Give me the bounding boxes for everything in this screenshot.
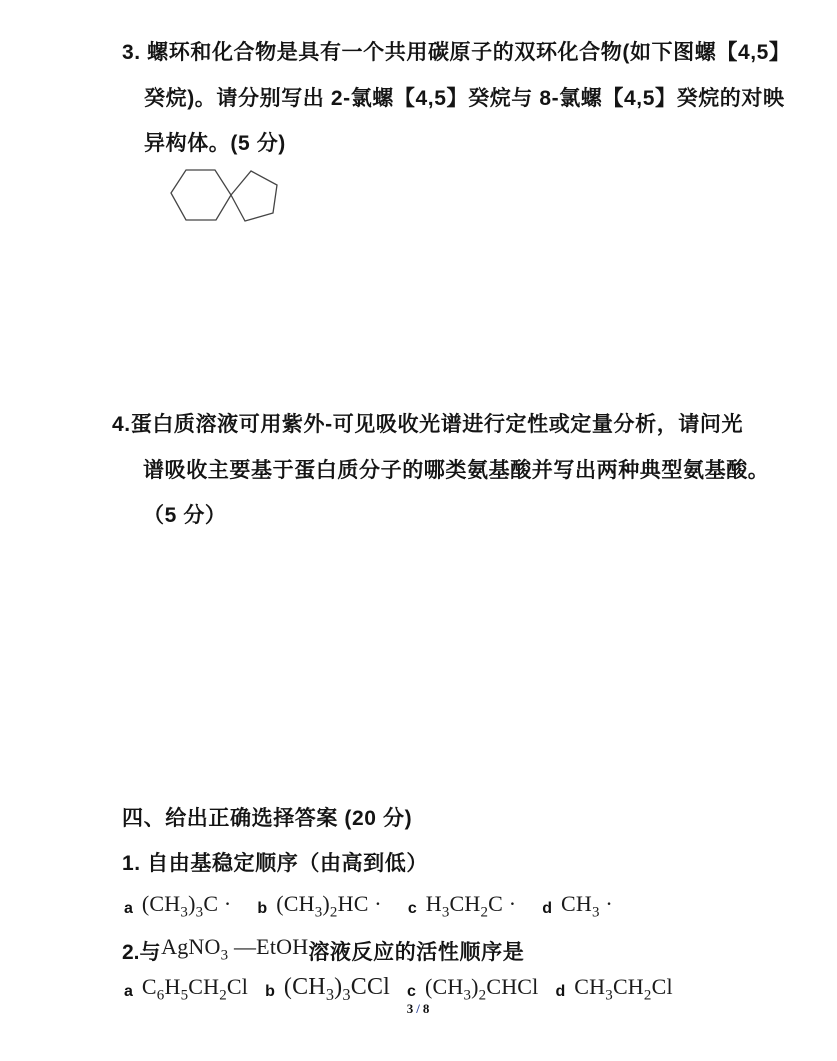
page-number-current: 3 — [406, 1001, 415, 1016]
mc2-option-c-letter: c — [407, 983, 416, 1000]
mc1-option-b — [257, 891, 382, 921]
mc1-option-d-formula: $CH_3$ · — [561, 891, 613, 921]
spiro45decane-structure-icon — [168, 163, 284, 225]
mc2-option-c — [407, 974, 539, 1004]
mc1-option-b-formula: $(CH_3)_2HC$ · — [276, 891, 382, 921]
mc2-number: 2. — [122, 941, 140, 964]
page-number-separator: / — [416, 1001, 421, 1016]
spiro45decane-structure-figure — [168, 163, 284, 225]
mc2-option-a — [124, 974, 249, 1004]
mc-question2-title — [122, 936, 524, 966]
question4-line3: （5 分） — [143, 504, 227, 527]
question3-line3: 异构体。(5 分) — [144, 132, 286, 155]
mc1-option-b-letter: b — [257, 900, 268, 917]
mc2-option-a-letter: a — [124, 983, 133, 1000]
mc-question1-title: 1. 自由基稳定顺序（由高到低） — [122, 852, 428, 875]
mc2-reagent-formula: AgNO$_3$ —EtOH — [161, 934, 309, 964]
mc1-option-a-letter: a — [124, 900, 133, 917]
mc1-option-c-letter: c — [407, 900, 417, 917]
mc-question1-options — [124, 891, 613, 921]
mc2-option-d-formula: $CH_3CH_2Cl$ — [574, 974, 673, 1004]
mc1-option-d-letter: d — [542, 900, 553, 917]
mc1-option-c — [407, 891, 517, 921]
question3-line2: 癸烷)。请分别写出 2-氯螺【4,5】癸烷与 8-氯螺【4,5】癸烷的对映 — [144, 87, 785, 110]
mc2-option-c-formula: $(CH_3)_2CHCl$ — [424, 974, 539, 1004]
section4-heading: 四、给出正确选择答案 (20 分) — [122, 807, 413, 830]
mc2-option-a-formula: $C_6H_5CH_2Cl$ — [141, 974, 249, 1004]
mc2-option-b — [265, 974, 391, 1004]
mc2-option-d — [555, 974, 673, 1004]
mc2-option-b-letter: b — [265, 983, 275, 1000]
mc1-option-d — [542, 891, 613, 921]
mc1-option-a-formula: $(CH_3)_3C$ · — [141, 891, 232, 921]
mc1-option-a — [124, 891, 232, 921]
mc2-post-formula-text: 溶液反应的活性顺序是 — [308, 941, 525, 964]
question4-line1: 4.蛋白质溶液可用紫外-可见吸收光谱进行定性或定量分析，请问光 — [112, 413, 744, 436]
mc1-option-c-formula: $H_3CH_2C$ · — [425, 891, 517, 921]
mc-question2-options — [124, 974, 673, 1004]
question3-line1: 3. 螺环和化合物是具有一个共用碳原子的双环化合物(如下图螺【4,5】 — [122, 41, 791, 64]
page-number-footer — [0, 1001, 837, 1017]
mc2-option-d-letter: d — [555, 983, 566, 1000]
question4-line2: 谱吸收主要基于蛋白质分子的哪类氨基酸并写出两种典型氨基酸。 — [143, 459, 770, 482]
mc2-option-b-formula: $(CH_3)_3CCl$ — [283, 974, 391, 1004]
page-number-total: 8 — [422, 1001, 431, 1016]
mc2-pre-formula-text: 与 — [139, 941, 162, 964]
